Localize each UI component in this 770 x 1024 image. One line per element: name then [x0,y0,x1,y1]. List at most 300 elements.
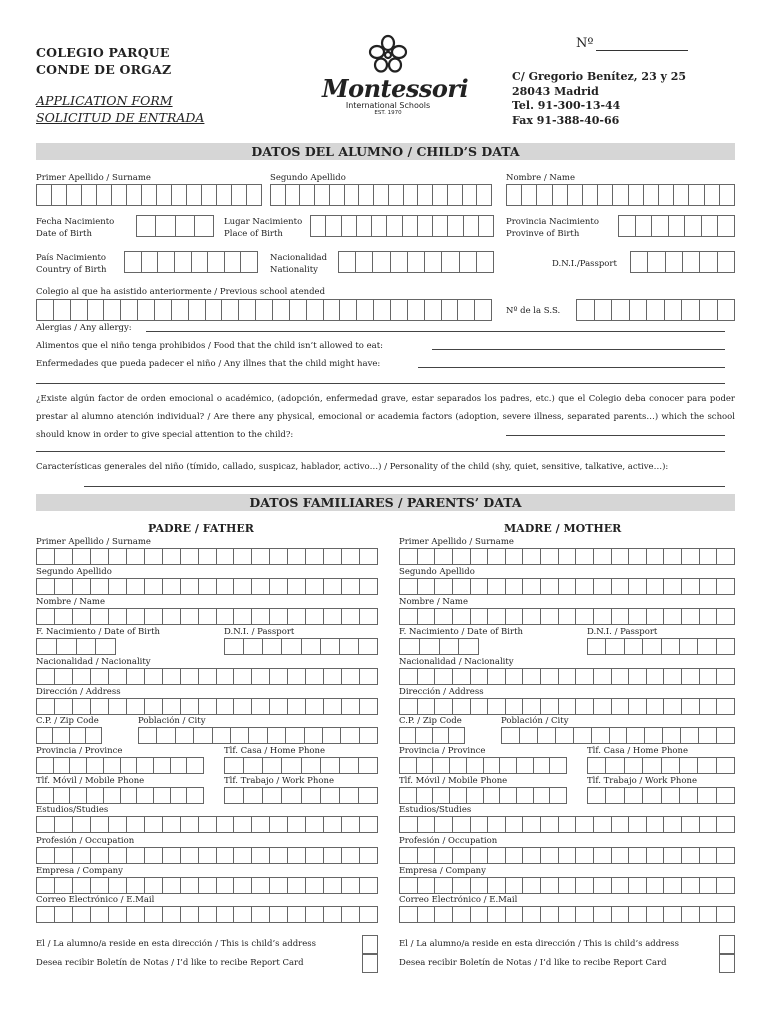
char-cell[interactable] [505,608,523,625]
char-cell[interactable] [452,877,470,894]
char-cell[interactable] [552,184,567,206]
char-cell[interactable] [452,906,470,923]
char-cell[interactable] [36,548,54,565]
char-cell[interactable] [269,668,287,685]
char-cell[interactable] [575,847,593,864]
char-cell[interactable] [587,638,605,655]
char-cell[interactable] [243,757,262,774]
char-cell[interactable] [155,215,174,237]
char-cell[interactable] [681,548,699,565]
mother-province-boxes[interactable] [399,757,567,774]
father-province-boxes[interactable] [36,757,204,774]
char-cell[interactable] [108,608,126,625]
char-cell[interactable] [36,906,54,923]
mother-nationality-boxes[interactable] [399,668,735,685]
char-cell[interactable] [251,578,269,595]
char-cell[interactable] [679,638,697,655]
char-cell[interactable] [287,847,305,864]
char-cell[interactable] [323,906,341,923]
char-cell[interactable] [287,816,305,833]
char-cell[interactable] [432,757,449,774]
char-cell[interactable] [476,251,494,273]
char-cell[interactable] [658,184,673,206]
char-cell[interactable] [449,787,466,804]
char-cell[interactable] [339,757,358,774]
char-cell[interactable] [630,251,647,273]
char-cell[interactable] [452,668,470,685]
char-cell[interactable] [262,787,281,804]
char-cell[interactable] [69,757,86,774]
char-cell[interactable] [305,847,323,864]
char-cell[interactable] [54,847,72,864]
char-cell[interactable] [576,299,594,321]
char-cell[interactable] [403,184,418,206]
char-cell[interactable] [470,847,488,864]
char-cell[interactable] [231,184,246,206]
mother-home-phone-boxes[interactable] [587,757,735,774]
char-cell[interactable] [628,877,646,894]
father-work-phone-boxes[interactable] [224,787,378,804]
char-cell[interactable] [108,578,126,595]
char-cell[interactable] [314,184,329,206]
char-cell[interactable] [53,299,70,321]
char-cell[interactable] [36,184,51,206]
char-cell[interactable] [180,608,198,625]
char-cell[interactable] [549,757,567,774]
char-cell[interactable] [540,816,558,833]
char-cell[interactable] [372,251,389,273]
char-cell[interactable] [323,847,341,864]
char-cell[interactable] [673,184,688,206]
char-cell[interactable] [716,816,735,833]
illness-line-2[interactable] [36,383,725,384]
char-cell[interactable] [558,877,576,894]
char-cell[interactable] [126,668,144,685]
father-mobile-boxes[interactable] [36,787,204,804]
char-cell[interactable] [305,548,323,565]
char-cell[interactable] [233,816,251,833]
char-cell[interactable] [399,787,416,804]
char-cell[interactable] [170,787,187,804]
char-cell[interactable] [668,215,685,237]
char-cell[interactable] [269,608,287,625]
char-cell[interactable] [144,816,162,833]
char-cell[interactable] [434,578,452,595]
char-cell[interactable] [108,847,126,864]
char-cell[interactable] [522,668,540,685]
char-cell[interactable] [54,877,72,894]
char-cell[interactable] [573,727,591,744]
father-home-phone-boxes[interactable] [224,757,378,774]
char-cell[interactable] [175,727,193,744]
char-cell[interactable] [111,184,126,206]
mother-studies-boxes[interactable] [399,816,735,833]
child-name-boxes[interactable] [506,184,735,206]
father-dob-boxes[interactable] [36,638,116,655]
char-cell[interactable] [162,698,180,715]
mother-zip-boxes[interactable] [399,727,465,744]
char-cell[interactable] [224,251,241,273]
char-cell[interactable] [341,668,359,685]
char-cell[interactable] [593,548,611,565]
char-cell[interactable] [371,215,386,237]
char-cell[interactable] [628,668,646,685]
char-cell[interactable] [459,251,476,273]
char-cell[interactable] [170,757,187,774]
char-cell[interactable] [36,757,53,774]
char-cell[interactable] [661,757,679,774]
char-cell[interactable] [329,184,344,206]
char-cell[interactable] [533,757,550,774]
char-cell[interactable] [699,847,717,864]
father-name-boxes[interactable] [36,608,378,625]
char-cell[interactable] [611,877,629,894]
char-cell[interactable] [452,608,470,625]
char-cell[interactable] [305,698,323,715]
char-cell[interactable] [417,578,435,595]
char-cell[interactable] [697,787,715,804]
char-cell[interactable] [646,578,664,595]
father-report-checkbox[interactable] [362,954,378,973]
char-cell[interactable] [154,299,171,321]
char-cell[interactable] [681,299,699,321]
father-surname-boxes[interactable] [36,548,378,565]
char-cell[interactable] [162,816,180,833]
char-cell[interactable] [54,668,72,685]
char-cell[interactable] [717,251,735,273]
char-cell[interactable] [434,816,452,833]
char-cell[interactable] [506,184,521,206]
char-cell[interactable] [301,757,320,774]
char-cell[interactable] [72,906,90,923]
char-cell[interactable] [388,184,403,206]
char-cell[interactable] [716,668,735,685]
char-cell[interactable] [701,215,718,237]
char-cell[interactable] [180,877,198,894]
char-cell[interactable] [441,299,458,321]
child-country-boxes[interactable] [124,251,258,273]
char-cell[interactable] [198,668,216,685]
char-cell[interactable] [339,638,358,655]
char-cell[interactable] [251,906,269,923]
char-cell[interactable] [699,578,717,595]
char-cell[interactable] [289,299,306,321]
char-cell[interactable] [180,698,198,715]
char-cell[interactable] [558,906,576,923]
char-cell[interactable] [267,727,285,744]
char-cell[interactable] [699,299,717,321]
char-cell[interactable] [36,578,54,595]
char-cell[interactable] [355,251,372,273]
child-nationality-boxes[interactable] [338,251,494,273]
char-cell[interactable] [251,548,269,565]
char-cell[interactable] [697,757,715,774]
mother-name-boxes[interactable] [399,608,735,625]
char-cell[interactable] [359,816,378,833]
char-cell[interactable] [126,877,144,894]
char-cell[interactable] [54,548,72,565]
char-cell[interactable] [233,578,251,595]
char-cell[interactable] [540,608,558,625]
char-cell[interactable] [198,548,216,565]
char-cell[interactable] [54,578,72,595]
char-cell[interactable] [587,787,605,804]
mother-city-boxes[interactable] [501,727,735,744]
char-cell[interactable] [611,698,629,715]
char-cell[interactable] [108,816,126,833]
char-cell[interactable] [699,698,717,715]
char-cell[interactable] [72,548,90,565]
char-cell[interactable] [287,877,305,894]
char-cell[interactable] [628,608,646,625]
char-cell[interactable] [432,184,447,206]
char-cell[interactable] [704,184,719,206]
char-cell[interactable] [72,816,90,833]
char-cell[interactable] [399,608,417,625]
char-cell[interactable] [646,698,664,715]
char-cell[interactable] [624,638,642,655]
mother-resides-checkbox[interactable] [719,935,735,954]
char-cell[interactable] [449,757,466,774]
char-cell[interactable] [417,184,432,206]
char-cell[interactable] [69,787,86,804]
char-cell[interactable] [605,757,623,774]
char-cell[interactable] [153,787,170,804]
char-cell[interactable] [681,578,699,595]
char-cell[interactable] [522,877,540,894]
char-cell[interactable] [70,299,87,321]
char-cell[interactable] [452,698,470,715]
char-cell[interactable] [593,877,611,894]
char-cell[interactable] [499,787,516,804]
char-cell[interactable] [505,698,523,715]
char-cell[interactable] [341,816,359,833]
char-cell[interactable] [487,608,505,625]
char-cell[interactable] [323,877,341,894]
char-cell[interactable] [499,757,516,774]
char-cell[interactable] [180,578,198,595]
char-cell[interactable] [716,906,735,923]
char-cell[interactable] [86,757,103,774]
char-cell[interactable] [624,757,642,774]
char-cell[interactable] [144,608,162,625]
char-cell[interactable] [522,816,540,833]
mother-surname-boxes[interactable] [399,548,735,565]
char-cell[interactable] [90,578,108,595]
char-cell[interactable] [399,638,419,655]
char-cell[interactable] [487,698,505,715]
char-cell[interactable] [716,787,735,804]
char-cell[interactable] [207,251,224,273]
char-cell[interactable] [609,727,627,744]
char-cell[interactable] [323,299,340,321]
char-cell[interactable] [103,757,120,774]
char-cell[interactable] [162,668,180,685]
char-cell[interactable] [233,668,251,685]
char-cell[interactable] [462,184,477,206]
char-cell[interactable] [230,727,248,744]
char-cell[interactable] [72,847,90,864]
char-cell[interactable] [452,816,470,833]
char-cell[interactable] [716,698,735,715]
char-cell[interactable] [642,638,660,655]
char-cell[interactable] [103,787,120,804]
char-cell[interactable] [434,608,452,625]
char-cell[interactable] [126,816,144,833]
char-cell[interactable] [540,906,558,923]
char-cell[interactable] [304,727,322,744]
char-cell[interactable] [470,877,488,894]
char-cell[interactable] [251,847,269,864]
char-cell[interactable] [287,578,305,595]
char-cell[interactable] [470,548,488,565]
char-cell[interactable] [233,877,251,894]
char-cell[interactable] [301,787,320,804]
char-cell[interactable] [320,757,339,774]
char-cell[interactable] [162,906,180,923]
char-cell[interactable] [647,251,664,273]
char-cell[interactable] [216,548,234,565]
char-cell[interactable] [36,847,54,864]
char-cell[interactable] [611,816,629,833]
char-cell[interactable] [540,578,558,595]
char-cell[interactable] [136,215,155,237]
char-cell[interactable] [399,906,417,923]
char-cell[interactable] [432,215,447,237]
char-cell[interactable] [153,757,170,774]
char-cell[interactable] [53,757,70,774]
char-cell[interactable] [643,184,658,206]
char-cell[interactable] [540,847,558,864]
char-cell[interactable] [575,906,593,923]
char-cell[interactable] [338,251,355,273]
char-cell[interactable] [646,299,664,321]
char-cell[interactable] [681,816,699,833]
char-cell[interactable] [642,787,660,804]
char-cell[interactable] [717,215,735,237]
char-cell[interactable] [716,578,735,595]
char-cell[interactable] [682,251,699,273]
char-cell[interactable] [661,638,679,655]
char-cell[interactable] [415,727,431,744]
char-cell[interactable] [339,299,356,321]
char-cell[interactable] [593,668,611,685]
char-cell[interactable] [358,757,378,774]
char-cell[interactable] [452,548,470,565]
char-cell[interactable] [216,668,234,685]
char-cell[interactable] [216,906,234,923]
char-cell[interactable] [716,608,735,625]
char-cell[interactable] [466,787,483,804]
char-cell[interactable] [358,787,378,804]
char-cell[interactable] [540,668,558,685]
mother-email-boxes[interactable] [399,906,735,923]
char-cell[interactable] [144,548,162,565]
char-cell[interactable] [597,184,612,206]
char-cell[interactable] [665,251,682,273]
char-cell[interactable] [593,608,611,625]
father-address-boxes[interactable] [36,698,378,715]
char-cell[interactable] [86,787,103,804]
char-cell[interactable] [434,698,452,715]
char-cell[interactable] [95,638,116,655]
mother-work-phone-boxes[interactable] [587,787,735,804]
mother-dob-boxes[interactable] [399,638,479,655]
father-nationality-boxes[interactable] [36,668,378,685]
char-cell[interactable] [108,906,126,923]
char-cell[interactable] [281,757,300,774]
char-cell[interactable] [341,608,359,625]
char-cell[interactable] [537,727,555,744]
char-cell[interactable] [501,727,519,744]
char-cell[interactable] [628,698,646,715]
char-cell[interactable] [305,877,323,894]
char-cell[interactable] [626,727,644,744]
father-occupation-boxes[interactable] [36,847,378,864]
char-cell[interactable] [699,906,717,923]
char-cell[interactable] [162,578,180,595]
char-cell[interactable] [269,847,287,864]
char-cell[interactable] [483,787,500,804]
father-email-boxes[interactable] [36,906,378,923]
char-cell[interactable] [54,608,72,625]
char-cell[interactable] [162,847,180,864]
char-cell[interactable] [699,877,717,894]
char-cell[interactable] [434,668,452,685]
char-cell[interactable] [180,668,198,685]
char-cell[interactable] [439,638,459,655]
char-cell[interactable] [90,548,108,565]
char-cell[interactable] [180,906,198,923]
char-cell[interactable] [144,668,162,685]
child-dni-boxes[interactable] [630,251,735,273]
char-cell[interactable] [120,787,137,804]
char-cell[interactable] [679,757,697,774]
char-cell[interactable] [679,787,697,804]
char-cell[interactable] [434,548,452,565]
char-cell[interactable] [124,251,141,273]
char-cell[interactable] [716,638,735,655]
char-cell[interactable] [663,847,681,864]
char-cell[interactable] [646,816,664,833]
char-cell[interactable] [141,184,156,206]
char-cell[interactable] [399,727,415,744]
illness-line[interactable] [418,367,725,368]
char-cell[interactable] [262,638,281,655]
char-cell[interactable] [216,608,234,625]
char-cell[interactable] [233,548,251,565]
char-cell[interactable] [628,906,646,923]
char-cell[interactable] [262,757,281,774]
char-cell[interactable] [305,816,323,833]
char-cell[interactable] [483,757,500,774]
char-cell[interactable] [138,727,156,744]
char-cell[interactable] [320,638,339,655]
char-cell[interactable] [417,906,435,923]
char-cell[interactable] [126,847,144,864]
char-cell[interactable] [417,847,435,864]
char-cell[interactable] [171,184,186,206]
char-cell[interactable] [593,906,611,923]
char-cell[interactable] [191,251,208,273]
char-cell[interactable] [141,251,158,273]
char-cell[interactable] [719,184,735,206]
char-cell[interactable] [417,668,435,685]
char-cell[interactable] [108,698,126,715]
char-cell[interactable] [646,906,664,923]
char-cell[interactable] [661,787,679,804]
char-cell[interactable] [194,215,214,237]
